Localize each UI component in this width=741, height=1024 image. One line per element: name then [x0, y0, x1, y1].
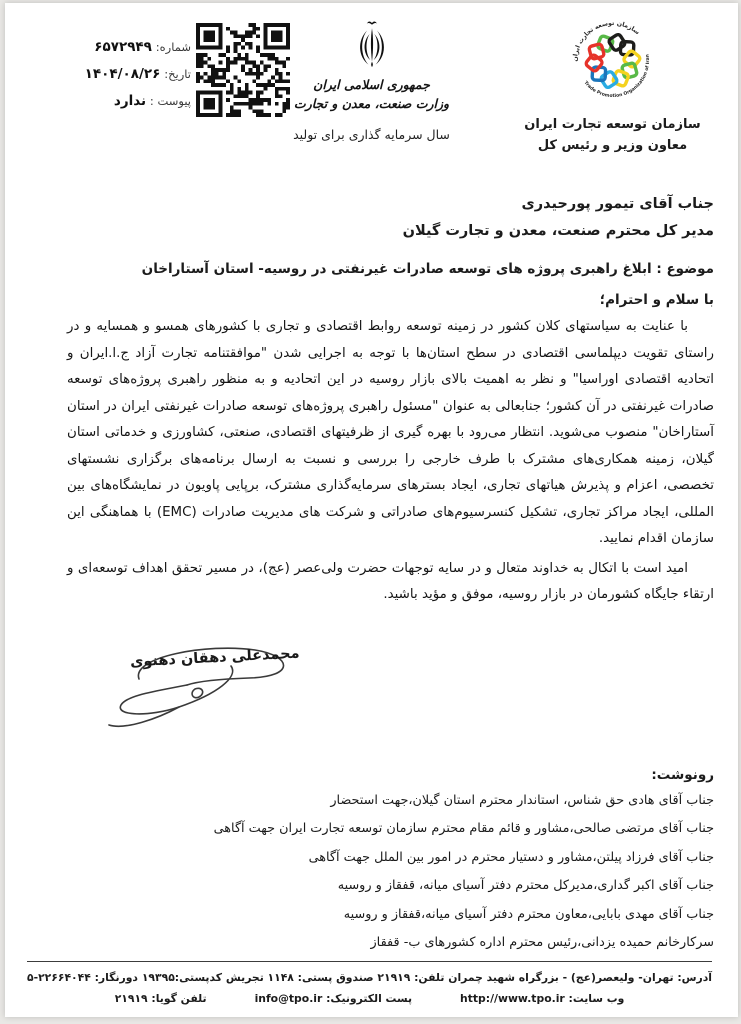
tpo-logo-text-en: Trade Promotion Organization of Iran — [582, 53, 651, 100]
signature-name: محمدعلی دهقان دهنوی — [130, 645, 301, 670]
footer-address-line — [27, 971, 712, 984]
tpo-logo-text-fa: سازمان توسعه تجارت ایران — [571, 19, 641, 62]
letter-number-row — [39, 39, 191, 55]
year-slogan: سال سرمایه گذاری برای تولید — [293, 126, 450, 142]
country-title: جمهوری اسلامی ایران — [313, 77, 430, 92]
body-paragraph-1: با عنایت به سیاستهای کلان کشور در زمینه توسعه روابط اقتصادی و تجاری با کشورهای همسو و همسایه و در راستای تقویت دیپلماسی اقتصادی در سطح استان‌ها با توجه به اجرایی شدن "موافقتنامه تجارت آزاد ج.ا.ایران و اتحادیه اقتصادی اوراسیا" و نظر به اهمیت بالای بازار روسیه در این اتحادیه و به منظور راهبری پروژه‌های توسعه صادرات غیرنفتی در آن کشور؛ جنابعالی به عنوان "مسئول راهبری پروژه‌های توسعه صادرات غیرنفتی ایران در استان آستاراخان" منصوب می‌شوید. انتظار می‌رود با بهره گیری از ظرفیتهای اقتصادی، صنعتی، کشاورزی و خدماتی استان گیلان، زمینه همکاری‌های مشترک با طرف خارجی را بررسی و نسبت به ارسال برنامه‌های برگزاری نشستهای تخصصی، اعزام و پذیرش هیاتهای تجاری، ایجاد بسترهای سرمایه‌گذاری مشترک، برپایی پاویون در نمایشگاه‌های بین المللی، ایجاد مراکز تجاری، تشکیل کنسرسیوم‌های صادراتی و شرکت های مدیریت صادرات (EMC) با هماهنگی این سازمان اقدام نمایید. — [67, 319, 715, 546]
recipient-title: مدیر کل محترم صنعت، معدن و تجارت گیلان — [402, 223, 714, 239]
signature-block — [87, 633, 312, 741]
letter-footer — [27, 961, 712, 1005]
letterhead — [5, 3, 738, 169]
subject-line: موضوع : ابلاغ راهبری پروژه های توسعه صادرات غیرنفتی در روسیه- استان آستاراخان — [141, 261, 714, 277]
number-value: ۶۵۷۲۹۴۹ — [94, 39, 152, 55]
letter-content — [5, 191, 738, 958]
recipient-block — [29, 191, 714, 245]
letter-date-row — [39, 66, 191, 82]
org-role: معاون وزیر و رئیس کل — [537, 138, 688, 153]
date-value: ۱۴۰۴/۰۸/۲۶ — [84, 66, 161, 82]
recipient-name: جناب آقای تیمور پورحیدری — [521, 196, 714, 212]
ministry-title: وزارت صنعت، معدن و تجارت — [293, 96, 450, 112]
org-block — [505, 11, 720, 153]
footer-website: وب سایت: http://www.tpo.ir — [460, 992, 625, 1005]
cc-item: جناب آقای اکبر گداری،مدیرکل محترم دفتر آسیای میانه، قفقاز و روسیه — [337, 878, 714, 893]
cc-item: سرکارخانم حمیده یزدانی،رئیس محترم اداره کشورهای ب- قفقاز — [370, 935, 714, 950]
footer-fax: دورنگار: ۲۲۶۶۴۰۴۴-۵ — [27, 971, 138, 984]
cc-item: جناب آقای مهدی بابایی،معاون محترم دفتر آسیای میانه،قفقاز و روسیه — [343, 906, 714, 922]
cc-item: جناب آقای فرزاد پیلتن،مشاور و دستیار محترم در امور بین الملل جهت آگاهی — [308, 849, 714, 865]
attachment-label: پیوست : — [149, 94, 191, 108]
footer-phone: تلفن: ۲۱۹۱۹ — [377, 971, 445, 984]
footer-email: پست الکترونیک: info@tpo.ir — [254, 992, 413, 1005]
number-label: شماره: — [155, 40, 191, 54]
cc-item: جناب آقای مرتضی صالحی،مشاور و قائم مقام محترم سازمان توسعه تجارت ایران جهت آگاهی — [213, 821, 714, 836]
cc-block — [29, 767, 714, 958]
letter-page — [5, 3, 738, 1017]
footer-pobox: صندوق پستی: ۱۱۴۸ تجریش — [225, 971, 374, 984]
iran-emblem-icon — [351, 19, 393, 71]
ministry-block — [257, 19, 487, 142]
letter-meta — [39, 39, 191, 120]
salutation: با سلام و احترام؛ — [599, 292, 714, 308]
footer-contact-line — [27, 992, 712, 1005]
attachment-value: ندارد — [113, 93, 147, 109]
cc-title: رونوشت: — [651, 766, 714, 783]
letter-attachment-row — [39, 93, 191, 109]
cc-item: جناب آقای هادی حق شناس، استاندار محترم استان گیلان،جهت استحضار — [330, 792, 714, 808]
date-label: تاریخ: — [164, 67, 191, 81]
org-name: سازمان توسعه تجارت ایران — [524, 117, 701, 132]
footer-voice-phone: تلفن گویا: ۲۱۹۱۹ — [114, 992, 207, 1005]
footer-address: آدرس: تهران- ولیعصر(عج) - بزرگراه شهید چمران — [448, 971, 712, 984]
svg-text:Trade Promotion Organization o — [581, 52, 661, 111]
tpo-logo-icon — [563, 11, 663, 111]
footer-postalcode: کدپستی:۱۹۳۹۵ — [141, 971, 223, 984]
body-paragraph-2: امید است با اتکال به خداوند متعال و در سایه توجهات حضرت ولی‌عصر (عج)، در مسیر تحقق اهداف توسعه‌ای و ارتقاء جایگاه کشورمان در بازار روسیه، موفق و مؤید باشید. — [67, 560, 714, 602]
